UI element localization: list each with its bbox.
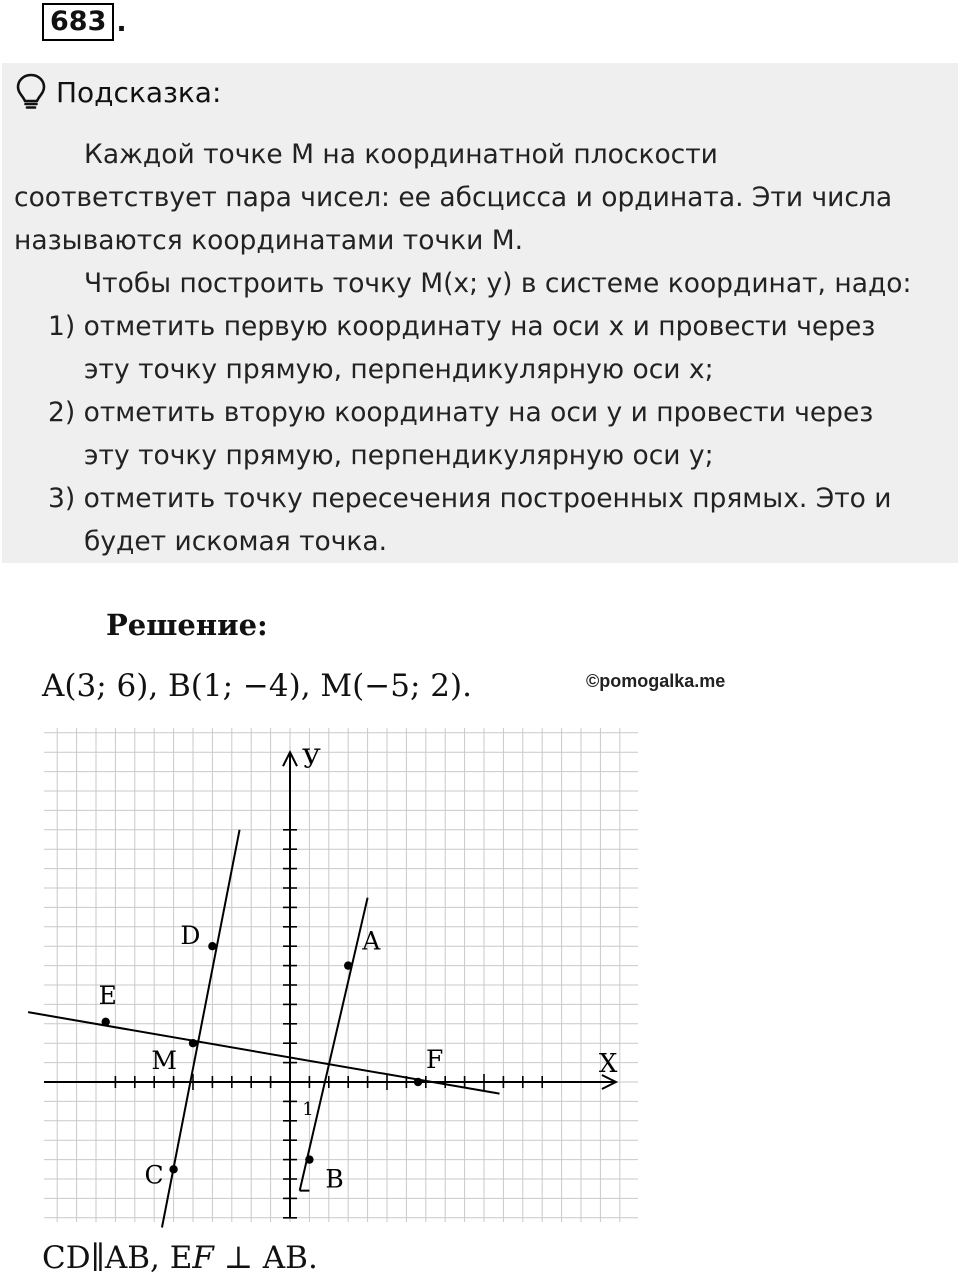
answer-part-3: ⊥ AB.	[213, 1240, 318, 1276]
task-number: 683	[42, 3, 114, 41]
solution-title: Решение:	[106, 608, 268, 642]
answer-part-2: F	[192, 1240, 214, 1276]
point-B	[305, 1155, 313, 1163]
hint-line-3: называются координатами точки М.	[14, 225, 524, 256]
axes	[44, 745, 618, 1218]
point-label-B: B	[325, 1164, 344, 1194]
grid	[44, 728, 638, 1222]
point-C	[169, 1165, 177, 1173]
point-label-C: C	[144, 1160, 164, 1190]
hint-step-2: 2) отметить вторую координату на оси y и провести через	[48, 397, 874, 428]
hint-line-2: соответствует пара чисел: ее абсцисса и ордината. Эти числа	[14, 182, 893, 213]
watermark: ©pomogalka.me	[586, 671, 726, 691]
hint-line-4: Чтобы построить точку М(x; y) в системе координат, надо:	[84, 268, 912, 299]
hint-title: Подсказка:	[56, 75, 222, 109]
answer-line	[42, 1240, 318, 1276]
hint-step-2-cont: эту точку прямую, перпендикулярную оси y;	[84, 440, 714, 471]
point-label-E: E	[98, 980, 117, 1010]
x-axis-label: X	[598, 1049, 618, 1079]
point-label-F: F	[426, 1045, 444, 1074]
point-label-D: D	[180, 921, 201, 951]
hint-step-3-cont: будет искомая точка.	[84, 526, 388, 557]
point-F	[414, 1078, 422, 1086]
hint-step-3: 3) отметить точку пересечения построенных прямых. Это и	[48, 483, 892, 514]
points-list: A(3; 6), B(1; −4), M(−5; 2).	[42, 668, 472, 704]
point-label-M: M	[151, 1046, 177, 1076]
point-M	[189, 1039, 197, 1047]
hint-step-1: 1) отметить первую координату на оси x и провести через	[48, 311, 876, 342]
point-label-A: A	[362, 926, 381, 956]
hint-line-1: Каждой точке М на координатной плоскости	[84, 139, 718, 170]
point-A	[344, 961, 352, 969]
hint-step-1-cont: эту точку прямую, перпендикулярную оси x;	[84, 354, 714, 385]
y-axis-label: У	[302, 744, 321, 775]
answer-part-1: CD∥AB, E	[42, 1240, 193, 1276]
point-D	[208, 942, 216, 950]
point-E	[102, 1018, 110, 1026]
lines	[28, 830, 499, 1228]
task-number-dot: .	[116, 6, 127, 38]
tick-label-one: 1	[302, 1098, 314, 1120]
